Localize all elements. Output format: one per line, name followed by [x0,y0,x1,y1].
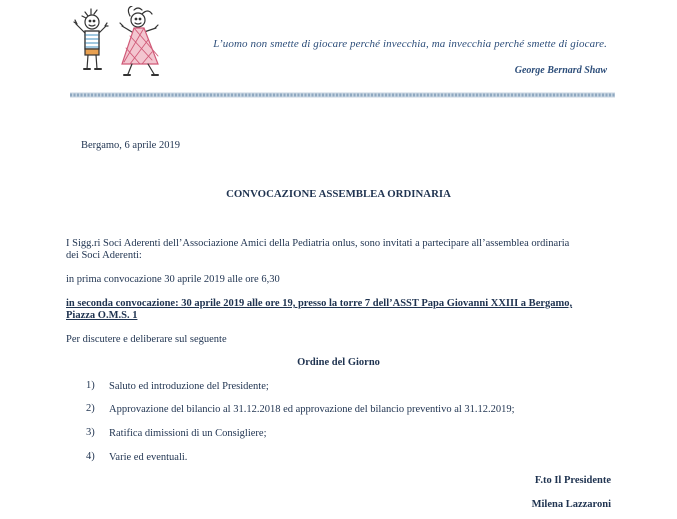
agenda-item-text: Saluto ed introduzione del Presidente; [109,381,269,392]
agenda-item-number: 3) [86,427,95,438]
agenda-title: Ordine del Giorno [297,357,380,368]
header-divider [70,90,615,100]
agenda-item-number: 4) [86,451,95,462]
header-quote-author: George Bernard Shaw [514,65,607,76]
agenda-item-number: 2) [86,403,95,414]
agenda-item-text: Ratifica dimissioni di un Consigliere; [109,428,267,439]
kids-drawing-logo [68,6,172,80]
signature-name: Milena Lazzaroni [531,499,611,510]
agenda-item-text: Varie ed eventuali. [109,452,188,463]
place-date: Bergamo, 6 aprile 2019 [81,140,180,151]
agenda-item-number: 1) [86,380,95,391]
document-title: CONVOCAZIONE ASSEMBLEA ORDINARIA [226,188,451,200]
second-call-line-1: in seconda convocazione: 30 aprile 2019 alle ore 19, presso la torre 7 dell’ASST Papa Giovanni XXIII a Bergamo, [66,298,573,309]
signature-role: F.to Il Presidente [534,475,611,486]
intro-line-1: I Sigg.ri Soci Aderenti dell’Associazione Amici della Pediatria onlus, sono invitati a partecipare all’assemblea ordinaria [66,238,570,249]
agenda-item-text: Approvazione del bilancio al 31.12.2018 ed approvazione del bilancio preventivo al 31.12.2019; [109,404,515,415]
boy-figure [74,9,108,69]
second-call-line-2: Piazza O.M.S. 1 [66,310,138,321]
header-quote: L’uomo non smette di giocare perché invecchia, ma invecchia perché smette di giocare. [213,38,607,50]
intro-line-2: dei Soci Aderenti: [66,250,142,261]
discuss-text: Per discutere e deliberare sul seguente [66,334,227,345]
girl-figure [120,6,158,75]
first-call: in prima convocazione 30 aprile 2019 alle ore 6,30 [66,274,280,285]
